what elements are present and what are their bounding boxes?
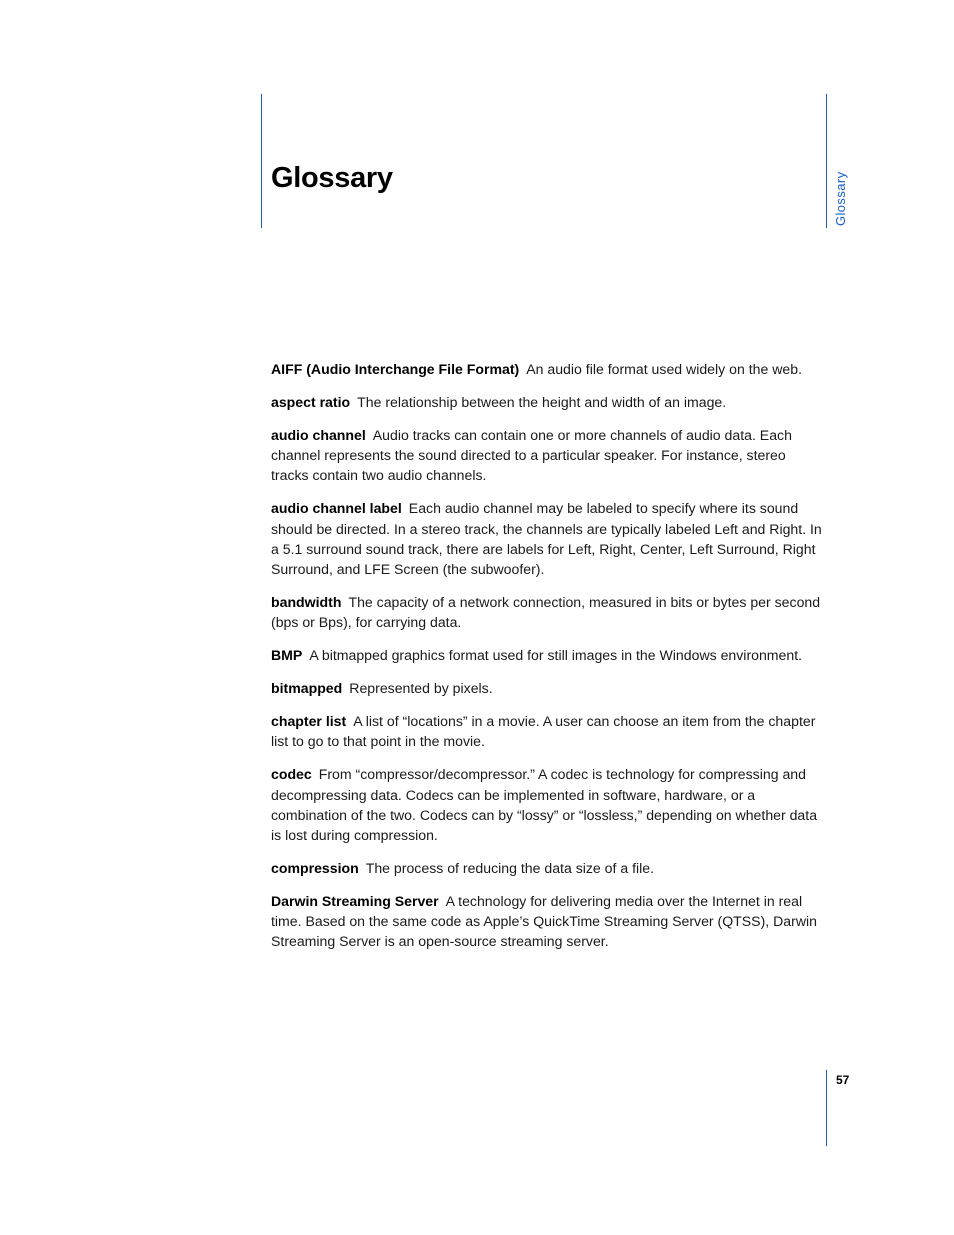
page-number: 57: [836, 1073, 850, 1087]
glossary-entry-codec: [271, 764, 827, 845]
glossary-entry-bandwidth: [271, 592, 827, 633]
glossary-entry-aiff: [271, 359, 827, 379]
glossary-entry-darwin-streaming-server: [271, 891, 827, 952]
glossary-term: audio channel: [271, 426, 366, 443]
side-tab-label: Glossary: [833, 171, 848, 226]
glossary-entry-chapter-list: [271, 711, 827, 752]
glossary-entry-audio-channel: [271, 425, 827, 486]
margin-rule-bottom: [826, 1070, 827, 1146]
glossary-term: bandwidth: [271, 594, 342, 611]
glossary-definition: The relationship between the height and width of an image.: [357, 393, 727, 410]
glossary-term: compression: [271, 859, 359, 876]
glossary-definition: Each audio channel may be labeled to specify where its sound should be directed. In a stereo track, the channels are typically labeled Left and Right. In a 5.1 surround sound track, there are labels for Left, Right, Center, Left Surround, Right Surround, and LFE Screen (the subwoofer).: [271, 500, 822, 578]
chapter-rule-left: [261, 94, 262, 228]
page-title: Glossary: [271, 162, 393, 194]
glossary-entry-bitmapped: [271, 678, 827, 698]
glossary-definition: Audio tracks can contain one or more channels of audio data. Each channel represents the sound directed to a particular speaker. For instance, stereo tracks contain two audio channels.: [271, 426, 792, 484]
glossary-definition: An audio file format used widely on the web.: [526, 361, 802, 377]
margin-rule-top: [826, 94, 827, 228]
glossary-term: BMP: [271, 647, 303, 664]
glossary-term: bitmapped: [271, 680, 343, 697]
glossary-entry-compression: [271, 858, 827, 878]
glossary-term: codec: [271, 766, 312, 783]
glossary-term: audio channel label: [271, 500, 402, 517]
glossary-term: Darwin Streaming Server: [271, 892, 439, 909]
glossary-entry-audio-channel-label: [271, 498, 827, 579]
glossary-term: chapter list: [271, 713, 347, 730]
glossary-definition: From “compressor/decompressor.” A codec is technology for compressing and decompressing data. Codecs can be implemented in software, hardware, or a combination of the two. Codecs can by “lossy” or “lossless,” depending on whether data is lost during compression.: [271, 766, 818, 844]
glossary-list: [271, 359, 827, 964]
glossary-definition: The process of reducing the data size of a file.: [365, 859, 655, 876]
glossary-definition: A list of “locations” in a movie. A user can choose an item from the chapter list to go to that point in the movie.: [271, 713, 816, 750]
glossary-entry-aspect-ratio: [271, 392, 827, 412]
glossary-definition: A technology for delivering media over the Internet in real time. Based on the same code as Apple’s QuickTime Streaming Server (QTSS), Darwin Streaming Server is an open-source streaming server.: [271, 892, 817, 950]
glossary-entry-bmp: [271, 645, 827, 665]
glossary-definition: A bitmapped graphics format used for still images in the Windows environment.: [309, 647, 803, 664]
glossary-definition: The capacity of a network connection, measured in bits or bytes per second (bps or Bps), for carrying data.: [271, 594, 821, 631]
glossary-term: aspect ratio: [271, 393, 351, 410]
glossary-definition: Represented by pixels.: [349, 680, 493, 697]
glossary-term: AIFF (Audio Interchange File Format): [271, 361, 520, 377]
